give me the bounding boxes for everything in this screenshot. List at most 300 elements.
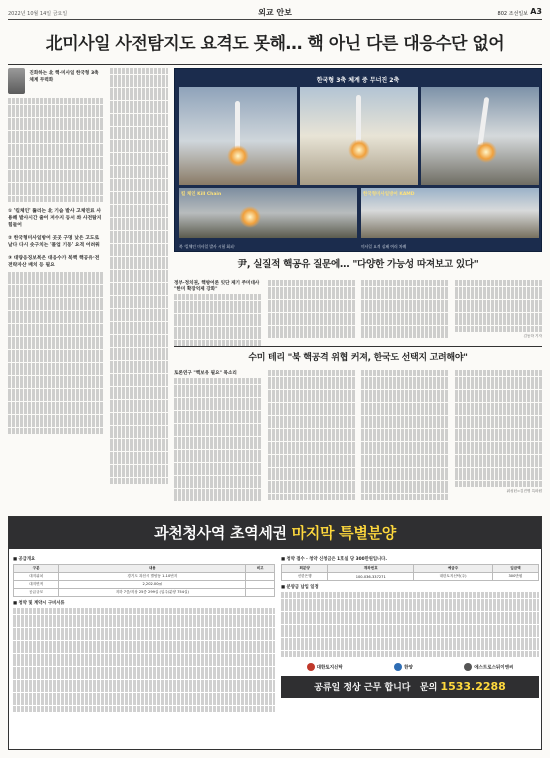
article-column — [455, 280, 543, 346]
body-text-line — [268, 280, 356, 286]
table-header: 내용 — [59, 565, 246, 573]
body-text-line — [8, 389, 103, 395]
body-text-line — [8, 408, 103, 414]
body-text-line — [268, 474, 356, 480]
missile-launch-photo — [300, 87, 418, 185]
body-text-line — [174, 294, 262, 300]
missile-shape — [356, 95, 361, 143]
main-headline: 北미사일 사전탐지도 요격도 못해… 핵 아닌 다른 대응수단 없어 — [45, 34, 505, 54]
body-text-line — [8, 137, 103, 143]
body-text-line — [8, 131, 103, 137]
article-column — [455, 370, 543, 502]
body-text-line — [268, 377, 356, 383]
body-text-line — [110, 218, 168, 224]
photo-caption-right: 미사일 요격 실패 여러 차례 — [361, 244, 407, 249]
body-text-line — [13, 667, 275, 673]
body-text-line — [8, 118, 103, 124]
launch-plume — [348, 139, 370, 161]
developer-logo — [307, 663, 343, 671]
body-text-line — [174, 424, 262, 430]
body-text-line — [110, 237, 168, 243]
body-text-line — [110, 185, 168, 191]
article-column — [174, 370, 262, 502]
body-text-line — [8, 157, 103, 163]
missile-shape — [478, 97, 490, 145]
body-text-line — [110, 387, 168, 393]
body-text-line — [110, 361, 168, 367]
body-text-line — [361, 494, 449, 500]
developer-name: 에스트로스뒤이앤씨 — [474, 665, 514, 670]
masthead-date: 2022년 10월 14일 금요일 — [8, 11, 68, 17]
body-text-line — [8, 111, 103, 117]
body-text-line — [455, 370, 543, 376]
body-text-line — [455, 313, 543, 319]
body-text-line — [455, 461, 543, 467]
left-sidebar — [8, 68, 103, 434]
body-text-line — [110, 393, 168, 399]
body-text-line — [8, 163, 103, 169]
body-text-line — [110, 198, 168, 204]
ad-banner-main: 과천청사역 초역세권 — [154, 524, 292, 542]
body-text-line — [174, 437, 262, 443]
body-text-line — [110, 140, 168, 146]
body-text-line — [110, 296, 168, 302]
body-text-line — [110, 458, 168, 464]
body-text-line — [13, 647, 275, 653]
body-text-line — [8, 150, 103, 156]
byline: 김동하 기자 — [523, 333, 542, 338]
body-text-line — [110, 179, 168, 185]
body-text-line — [174, 450, 262, 456]
developer-logos — [281, 663, 539, 671]
body-text-line — [8, 196, 103, 202]
section-rule — [174, 346, 542, 347]
page-number: A3 — [530, 7, 542, 16]
body-text-line — [13, 641, 275, 647]
supply-table — [13, 564, 275, 597]
body-text-line — [361, 487, 449, 493]
body-text-line — [8, 324, 103, 330]
body-text-line — [361, 287, 449, 293]
body-text-line — [455, 474, 543, 480]
body-text-line — [361, 383, 449, 389]
table-header: 구분 — [14, 565, 59, 573]
body-text-line — [110, 322, 168, 328]
body-text-line — [268, 487, 356, 493]
body-text-line — [455, 390, 543, 396]
body-text-line — [268, 416, 356, 422]
article-column — [174, 280, 262, 346]
paper-name: 802 조선일보 — [497, 11, 528, 17]
body-text-line — [455, 468, 543, 474]
table-row — [14, 589, 275, 597]
body-text-line — [361, 435, 449, 441]
missile-launch-photo — [179, 87, 297, 185]
body-text-line — [8, 278, 103, 284]
body-text-line — [361, 429, 449, 435]
body-text-line — [361, 474, 449, 480]
body-text-line — [13, 706, 275, 712]
body-text-line — [455, 455, 543, 461]
body-text-line — [8, 317, 103, 323]
body-text-line — [8, 343, 103, 349]
body-text-line — [174, 320, 262, 326]
body-text-line — [361, 416, 449, 422]
body-text-line — [455, 306, 543, 312]
body-text-line — [13, 634, 275, 640]
body-text-line — [268, 287, 356, 293]
body-text-line — [110, 315, 168, 321]
body-text-line — [8, 415, 103, 421]
ad-section-title: ■ 청약 및 계약시 구비서류 — [13, 601, 65, 606]
table-cell: 대지면적 — [14, 581, 59, 589]
body-text-line — [361, 370, 449, 376]
ad-section-title: ■ 공급개요 — [13, 557, 36, 562]
body-text-line — [268, 409, 356, 415]
body-text-line — [110, 328, 168, 334]
body-text-line — [8, 311, 103, 317]
body-text-line — [455, 422, 543, 428]
body-text-line — [174, 404, 262, 410]
body-text-line — [8, 189, 103, 195]
body-text-line — [268, 448, 356, 454]
body-text-line — [281, 612, 539, 618]
table-cell: 공급규모 — [14, 589, 59, 597]
author-photo — [8, 68, 25, 94]
body-text-line — [268, 442, 356, 448]
body-text-line — [268, 390, 356, 396]
body-text-line — [174, 482, 262, 488]
body-text-line — [110, 101, 168, 107]
body-text-line — [110, 263, 168, 269]
developer-name: 대한토지신탁 — [316, 665, 343, 670]
masthead — [8, 6, 542, 20]
body-text-line — [110, 445, 168, 451]
body-text-line — [268, 319, 356, 325]
phone-prefix: 문의 — [419, 682, 441, 693]
body-text-line — [110, 439, 168, 445]
body-text-line — [110, 302, 168, 308]
body-text-line — [174, 430, 262, 436]
logo-mark-icon — [464, 663, 472, 671]
body-text-line — [110, 471, 168, 477]
body-text-line — [8, 376, 103, 382]
body-text-line — [361, 377, 449, 383]
body-text-line — [13, 654, 275, 660]
body-text-line — [174, 411, 262, 417]
table-cell — [246, 589, 275, 597]
photo-panel-title: 한국형 3축 체계 중 무너진 2축 — [316, 77, 400, 84]
body-text-line — [8, 304, 103, 310]
body-text-line — [8, 337, 103, 343]
body-text-line — [8, 285, 103, 291]
body-text-line — [110, 374, 168, 380]
body-text-line — [110, 270, 168, 276]
body-text-line — [174, 385, 262, 391]
body-text-line — [110, 413, 168, 419]
body-text-line — [174, 489, 262, 495]
body-text-line — [455, 435, 543, 441]
body-text-line — [361, 326, 449, 332]
body-text-line — [361, 409, 449, 415]
author-caption: 진화하는 北 핵·미사일 한국형 3축체계 무력화 — [29, 71, 99, 83]
ad-banner-highlight: 마지막 특별분양 — [291, 524, 396, 542]
body-text-line — [110, 107, 168, 113]
table-cell: 2,202.00㎡ — [59, 581, 246, 589]
table-cell — [246, 573, 275, 581]
sidebar-bullet-2: ② 한국형미사일방어 곳곳 구멍 낮은 고도로 날다 다시 솟구치는 '풀업 기동' 요격 어려워 — [8, 235, 100, 248]
section-title: 외교 안보 — [258, 8, 292, 17]
body-text-line — [361, 280, 449, 286]
body-text-line — [268, 396, 356, 402]
body-text-line — [13, 699, 275, 705]
logo-mark-icon — [307, 663, 315, 671]
body-text-line — [455, 383, 543, 389]
body-text-line — [110, 367, 168, 373]
body-text-line — [8, 183, 103, 189]
phone-number[interactable]: 1533.2288 — [440, 679, 506, 693]
kill-chain-tag: 킬 체인 Kill Chain — [181, 192, 222, 197]
body-text-line — [268, 383, 356, 389]
logo-mark-icon — [394, 663, 402, 671]
body-text-line — [361, 390, 449, 396]
sub-story-headline: 수미 테리 "북 핵공격 위협 커져, 한국도 선택지 고려해야" — [248, 353, 468, 363]
phone-banner — [281, 676, 539, 698]
body-text-line — [174, 469, 262, 475]
body-text-line — [174, 314, 262, 320]
body-text-line — [268, 403, 356, 409]
body-text-line — [361, 293, 449, 299]
body-text-line — [110, 94, 168, 100]
body-text-line — [361, 481, 449, 487]
body-text-line — [281, 651, 539, 657]
body-text-line — [455, 481, 543, 487]
bank-account-table — [281, 564, 539, 581]
body-text-line — [455, 319, 543, 325]
body-text-line — [361, 422, 449, 428]
body-text-line — [8, 176, 103, 182]
body-text-line — [174, 476, 262, 482]
ad-banner — [9, 517, 541, 549]
body-text-line — [110, 114, 168, 120]
table-header: 입금액 — [492, 565, 538, 573]
real-estate-advertisement — [8, 516, 542, 750]
table-cell: 100-036-337271 — [328, 573, 414, 581]
body-text-line — [174, 398, 262, 404]
sub-story-columns — [174, 370, 542, 502]
body-text-line — [110, 88, 168, 94]
sidebar-bullet-1: ① '킬체인' 뚫리는 北 기습 발사 고체연료 사용해 발사시간 줄어 저수지 등서 쏴 사전탐지 힘들어 — [8, 208, 102, 228]
body-text-line — [268, 332, 356, 338]
body-text-line — [174, 340, 262, 346]
body-text-line — [110, 465, 168, 471]
body-text-line — [13, 673, 275, 679]
body-text-line — [8, 395, 103, 401]
table-cell: 대한토지신탁(주) — [414, 573, 493, 581]
body-text-line — [455, 377, 543, 383]
body-text-line — [268, 435, 356, 441]
body-text-line — [8, 428, 103, 434]
body-text-line — [455, 280, 543, 286]
body-text-line — [268, 370, 356, 376]
body-text-line — [268, 293, 356, 299]
body-text-line — [455, 409, 543, 415]
table-header: 회분양 — [282, 565, 328, 573]
article-column — [268, 370, 356, 502]
body-text-line — [110, 224, 168, 230]
body-text-line — [268, 468, 356, 474]
body-text-line — [361, 319, 449, 325]
body-text-line — [455, 300, 543, 306]
body-text-line — [13, 615, 275, 621]
kamd-tag: 한국형미사일방어 KAMD — [363, 192, 415, 197]
body-text-line — [8, 144, 103, 150]
body-text-line — [110, 452, 168, 458]
body-text-line — [174, 327, 262, 333]
body-text-line — [174, 417, 262, 423]
developer-name: 한양 — [404, 665, 413, 670]
body-text-line — [455, 403, 543, 409]
body-text-line — [110, 244, 168, 250]
body-text-line — [361, 461, 449, 467]
table-cell — [246, 581, 275, 589]
article-column — [268, 280, 356, 346]
body-text-line — [455, 287, 543, 293]
body-text-line — [110, 166, 168, 172]
body-text-line — [361, 442, 449, 448]
body-text-line — [110, 426, 168, 432]
body-text-line — [110, 250, 168, 256]
body-text-line — [110, 205, 168, 211]
launch-plume — [475, 141, 497, 163]
body-text-line — [281, 605, 539, 611]
body-text-line — [455, 429, 543, 435]
table-cell: 대지위치 — [14, 573, 59, 581]
body-text-line — [268, 313, 356, 319]
author-block — [8, 68, 103, 94]
body-text-line — [8, 272, 103, 278]
body-text-line — [361, 396, 449, 402]
body-text-line — [8, 105, 103, 111]
table-header: 비고 — [246, 565, 275, 573]
body-text-line — [8, 382, 103, 388]
body-text-line — [110, 211, 168, 217]
headline-rule — [8, 64, 542, 65]
body-text-line — [8, 356, 103, 362]
table-row — [14, 581, 275, 589]
body-text-line — [268, 422, 356, 428]
body-text-line — [268, 455, 356, 461]
second-article-columns — [174, 280, 542, 346]
table-cell: 지하 7층/지상 25층 299실 (입주/분양 754실) — [59, 589, 246, 597]
body-text-line — [455, 416, 543, 422]
body-text-line — [268, 300, 356, 306]
body-text-line — [110, 380, 168, 386]
body-text-line — [13, 660, 275, 666]
table-header: 계좌번호 — [328, 565, 414, 573]
body-text-line — [110, 283, 168, 289]
body-text-line — [110, 309, 168, 315]
body-text-line — [110, 341, 168, 347]
body-text-line — [455, 396, 543, 402]
body-text-line — [110, 400, 168, 406]
body-text-line — [8, 330, 103, 336]
article-column — [361, 280, 449, 346]
body-text-line — [110, 432, 168, 438]
body-text-line — [8, 421, 103, 427]
body-text-line — [13, 680, 275, 686]
body-text-line — [8, 98, 103, 104]
body-text-line — [174, 463, 262, 469]
body-text-line — [110, 478, 168, 484]
table-cell: 경기도 과천시 별양동 1-10번지 — [59, 573, 246, 581]
body-text-line — [281, 625, 539, 631]
article-column — [110, 68, 168, 484]
phone-label: 공류일 정상 근무 합니다 — [314, 682, 411, 693]
missile-photo-panel — [174, 68, 542, 252]
body-text-line — [8, 402, 103, 408]
body-text-line — [13, 693, 275, 699]
ad-section-title: ■ 청약 접수 · 청약 신청금은 1호실 당 300만원입니다. — [281, 557, 387, 562]
body-text-line — [110, 257, 168, 263]
body-text-line — [8, 350, 103, 356]
body-text-line — [13, 686, 275, 692]
column-subhead: 토론연구 "핵보유 필요" 목소리 — [174, 371, 237, 376]
body-text-line — [110, 133, 168, 139]
body-text-line — [268, 326, 356, 332]
body-text-line — [110, 172, 168, 178]
body-text-line — [361, 468, 449, 474]
body-text-line — [174, 391, 262, 397]
body-text-line — [281, 638, 539, 644]
developer-logo — [464, 663, 513, 671]
body-text-line — [110, 231, 168, 237]
body-text-line — [361, 332, 449, 338]
body-text-line — [110, 127, 168, 133]
byline: 워싱턴=김진명 특파원 — [506, 488, 542, 493]
body-text-line — [110, 289, 168, 295]
body-text-line — [455, 448, 543, 454]
body-text-line — [8, 369, 103, 375]
sidebar-bullet-3: ③ 대량응징보복은 대응수가 북핵 핵공유·전전략자산 배치 등 필요 — [8, 255, 100, 268]
ad-right-column — [281, 553, 539, 698]
body-text-line — [174, 307, 262, 313]
body-text-line — [361, 306, 449, 312]
body-text-line — [361, 448, 449, 454]
body-text-line — [110, 406, 168, 412]
article-column — [361, 370, 449, 502]
table-row — [14, 573, 275, 581]
body-text-line — [110, 192, 168, 198]
photo-caption-left: 북 '킬체인 미사일 발사 시험 회피' — [179, 244, 235, 249]
body-text-line — [455, 442, 543, 448]
ad-left-column — [13, 553, 275, 712]
body-text-line — [110, 120, 168, 126]
launch-plume — [239, 206, 261, 228]
body-text-line — [361, 300, 449, 306]
second-headline: 尹, 실질적 핵공유 질문에… "다양한 가능성 따져보고 있다" — [237, 259, 479, 270]
developer-logo — [394, 663, 413, 671]
body-text-line — [281, 644, 539, 650]
table-row — [282, 573, 539, 581]
body-text-line — [174, 495, 262, 501]
body-text-line — [110, 419, 168, 425]
body-text-line — [174, 301, 262, 307]
body-text-line — [281, 631, 539, 637]
body-text-line — [110, 335, 168, 341]
body-text-line — [174, 456, 262, 462]
body-text-line — [361, 313, 449, 319]
